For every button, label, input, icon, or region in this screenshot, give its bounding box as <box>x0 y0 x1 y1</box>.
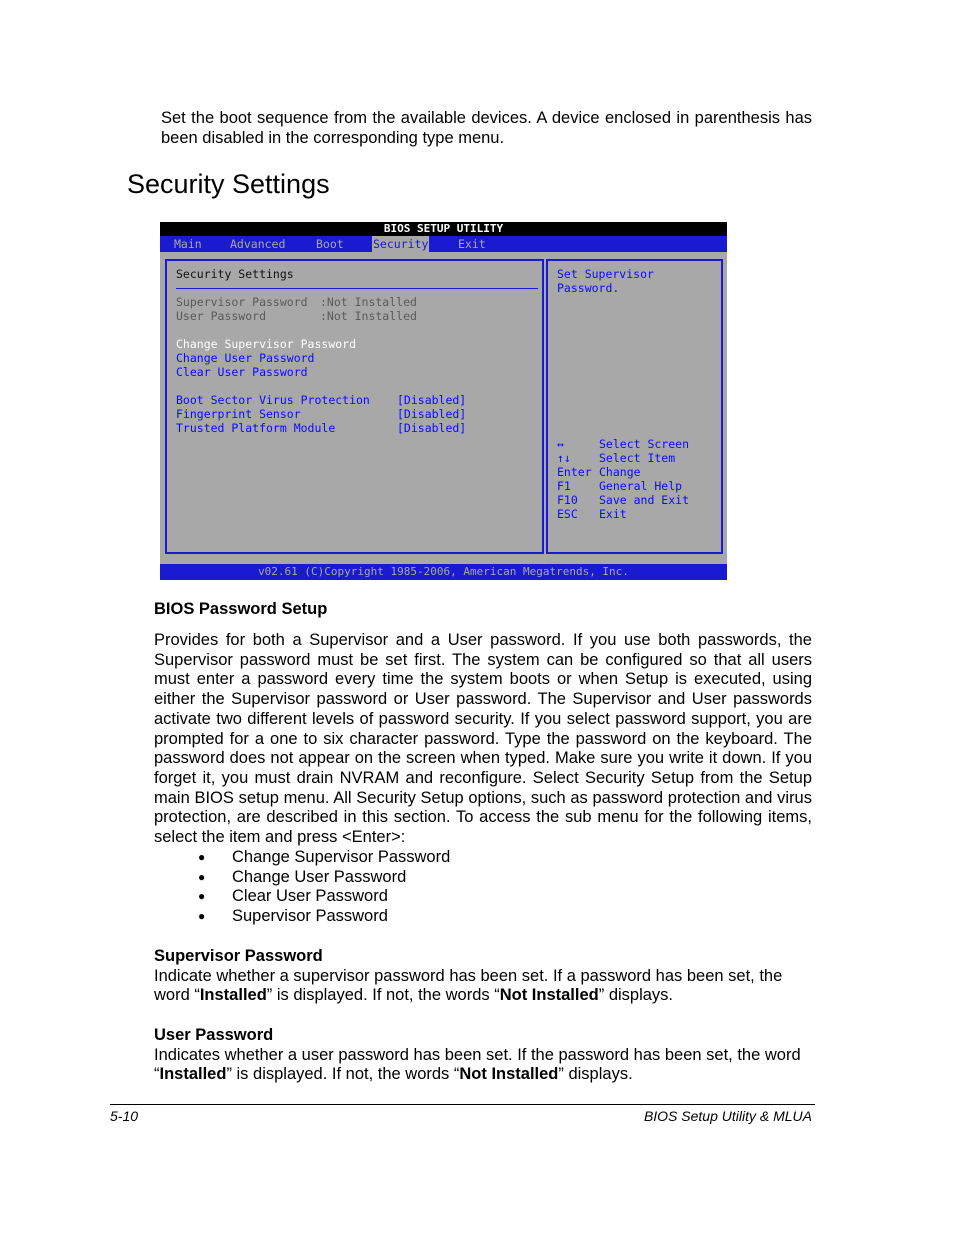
menu-advanced[interactable]: Advanced <box>230 237 286 251</box>
user-bold-installed: Installed <box>159 1065 227 1084</box>
panel-separator <box>176 288 538 289</box>
key-desc-exit: Exit <box>599 507 627 521</box>
user-text-2: ” is displayed. If not, the words “ <box>226 1065 460 1084</box>
bullet-list <box>198 848 450 927</box>
help-text-line-1: Set Supervisor <box>557 267 654 281</box>
change-supervisor-password-item[interactable]: Change Supervisor Password <box>176 337 357 351</box>
key-desc-select-screen: Select Screen <box>599 437 690 451</box>
boot-sector-virus-protection-value[interactable]: [Disabled] <box>397 393 467 407</box>
key-arrows-ud: ↑↓ <box>557 451 571 465</box>
bios-screenshot <box>160 222 727 580</box>
key-f1: F1 <box>557 479 571 493</box>
clear-user-password-item[interactable]: Clear User Password <box>176 365 308 379</box>
bullet-icon: ● <box>198 869 206 884</box>
user-password-value: :Not Installed <box>320 309 417 323</box>
user-bold-not-installed: Not Installed <box>459 1065 559 1084</box>
menu-security[interactable]: Security <box>373 237 429 251</box>
bios-footer: v02.61 (C)Copyright 1985-2006, American Megatrends, Inc. <box>160 564 727 580</box>
list-item-text: Change Supervisor Password <box>232 848 451 866</box>
supervisor-password-value: :Not Installed <box>320 295 417 309</box>
page-number: 5-10 <box>110 1108 139 1124</box>
supervisor-bold-not-installed: Not Installed <box>499 986 599 1005</box>
list-item <box>198 887 450 907</box>
key-desc-general-help: General Help <box>599 479 683 493</box>
boot-sector-virus-protection-label[interactable]: Boot Sector Virus Protection <box>176 393 370 407</box>
list-item <box>198 907 450 927</box>
menu-exit[interactable]: Exit <box>458 237 486 251</box>
list-item-text: Clear User Password <box>232 887 388 906</box>
fingerprint-sensor-label[interactable]: Fingerprint Sensor <box>176 407 301 421</box>
user-password-label: User Password <box>176 309 267 323</box>
key-arrows-lr: ↔ <box>557 437 564 451</box>
user-text-1: Indicates whether a user password has been set. If the password has been set, the word “ <box>154 1045 801 1084</box>
supervisor-text-2: ” is displayed. If not, the words “ <box>266 986 500 1005</box>
intro-paragraph: Set the boot sequence from the available devices. A device enclosed in parenthesis has been disabled in the corresponding type menu. <box>161 109 812 147</box>
key-esc: ESC <box>557 507 578 521</box>
supervisor-password-section <box>154 947 812 1006</box>
fingerprint-sensor-value[interactable]: [Disabled] <box>397 407 467 421</box>
bios-help-panel <box>546 259 723 554</box>
key-desc-save-and-exit: Save and Exit <box>599 493 690 507</box>
section-title: Security Settings <box>127 169 330 199</box>
bios-title: BIOS SETUP UTILITY <box>160 222 727 236</box>
list-item <box>198 848 450 868</box>
document-title: BIOS Setup Utility & MLUA <box>643 1108 812 1124</box>
user-password-section <box>154 1026 812 1085</box>
bullet-icon: ● <box>198 909 206 924</box>
key-desc-select-item: Select Item <box>599 451 676 465</box>
supervisor-text-1: Indicate whether a supervisor password has been set. If a password has been set, the word “ <box>154 966 783 1005</box>
menu-boot[interactable]: Boot <box>316 237 344 251</box>
bios-menubar <box>160 236 727 252</box>
panel-title: Security Settings <box>176 267 294 281</box>
key-desc-change: Change <box>599 465 641 479</box>
supervisor-bold-installed: Installed <box>199 986 267 1005</box>
key-f10: F10 <box>557 493 578 507</box>
bios-password-setup-paragraph: Provides for both a Supervisor and a User password. If you use both passwords, the Supervisor password must be set first. The system can be configured so that all users must enter a password every time the system boots or when Setup is executed, using either the Supervisor password or User password. The Supervisor and User passwords activate two different levels of password security. If you select password support, you are prompted for a one to six character password. Type the password on the keyboard. The password does not appear on the screen when typed. Make sure you write it down. If you forget it, you must drain NVRAM and reconfigure. Select Security Setup from the Setup main BIOS setup menu. All Security Setup options, such as password protection and virus protection, are described in this section. To access the sub menu for the following items, select the item and press <Enter>: <box>154 631 812 847</box>
help-text-line-2: Password. <box>557 281 620 295</box>
list-item-text: Change User Password <box>232 867 407 886</box>
trusted-platform-module-value[interactable]: [Disabled] <box>397 421 467 435</box>
supervisor-password-heading: Supervisor Password <box>154 947 323 965</box>
user-text-3: ” displays. <box>558 1065 633 1084</box>
user-password-heading: User Password <box>154 1026 274 1044</box>
bios-password-setup-heading: BIOS Password Setup <box>154 600 328 618</box>
trusted-platform-module-label[interactable]: Trusted Platform Module <box>176 421 336 435</box>
menu-main[interactable]: Main <box>174 237 202 251</box>
key-enter: Enter <box>557 465 592 479</box>
footer-rule <box>110 1104 815 1105</box>
bios-settings-panel <box>165 259 544 554</box>
bullet-icon: ● <box>198 889 206 904</box>
list-item <box>198 868 450 888</box>
supervisor-text-3: ” displays. <box>598 986 674 1005</box>
change-user-password-item[interactable]: Change User Password <box>176 351 315 365</box>
list-item-text: Supervisor Password <box>232 907 388 926</box>
bullet-icon: ● <box>198 850 206 864</box>
supervisor-password-label: Supervisor Password <box>176 295 308 309</box>
